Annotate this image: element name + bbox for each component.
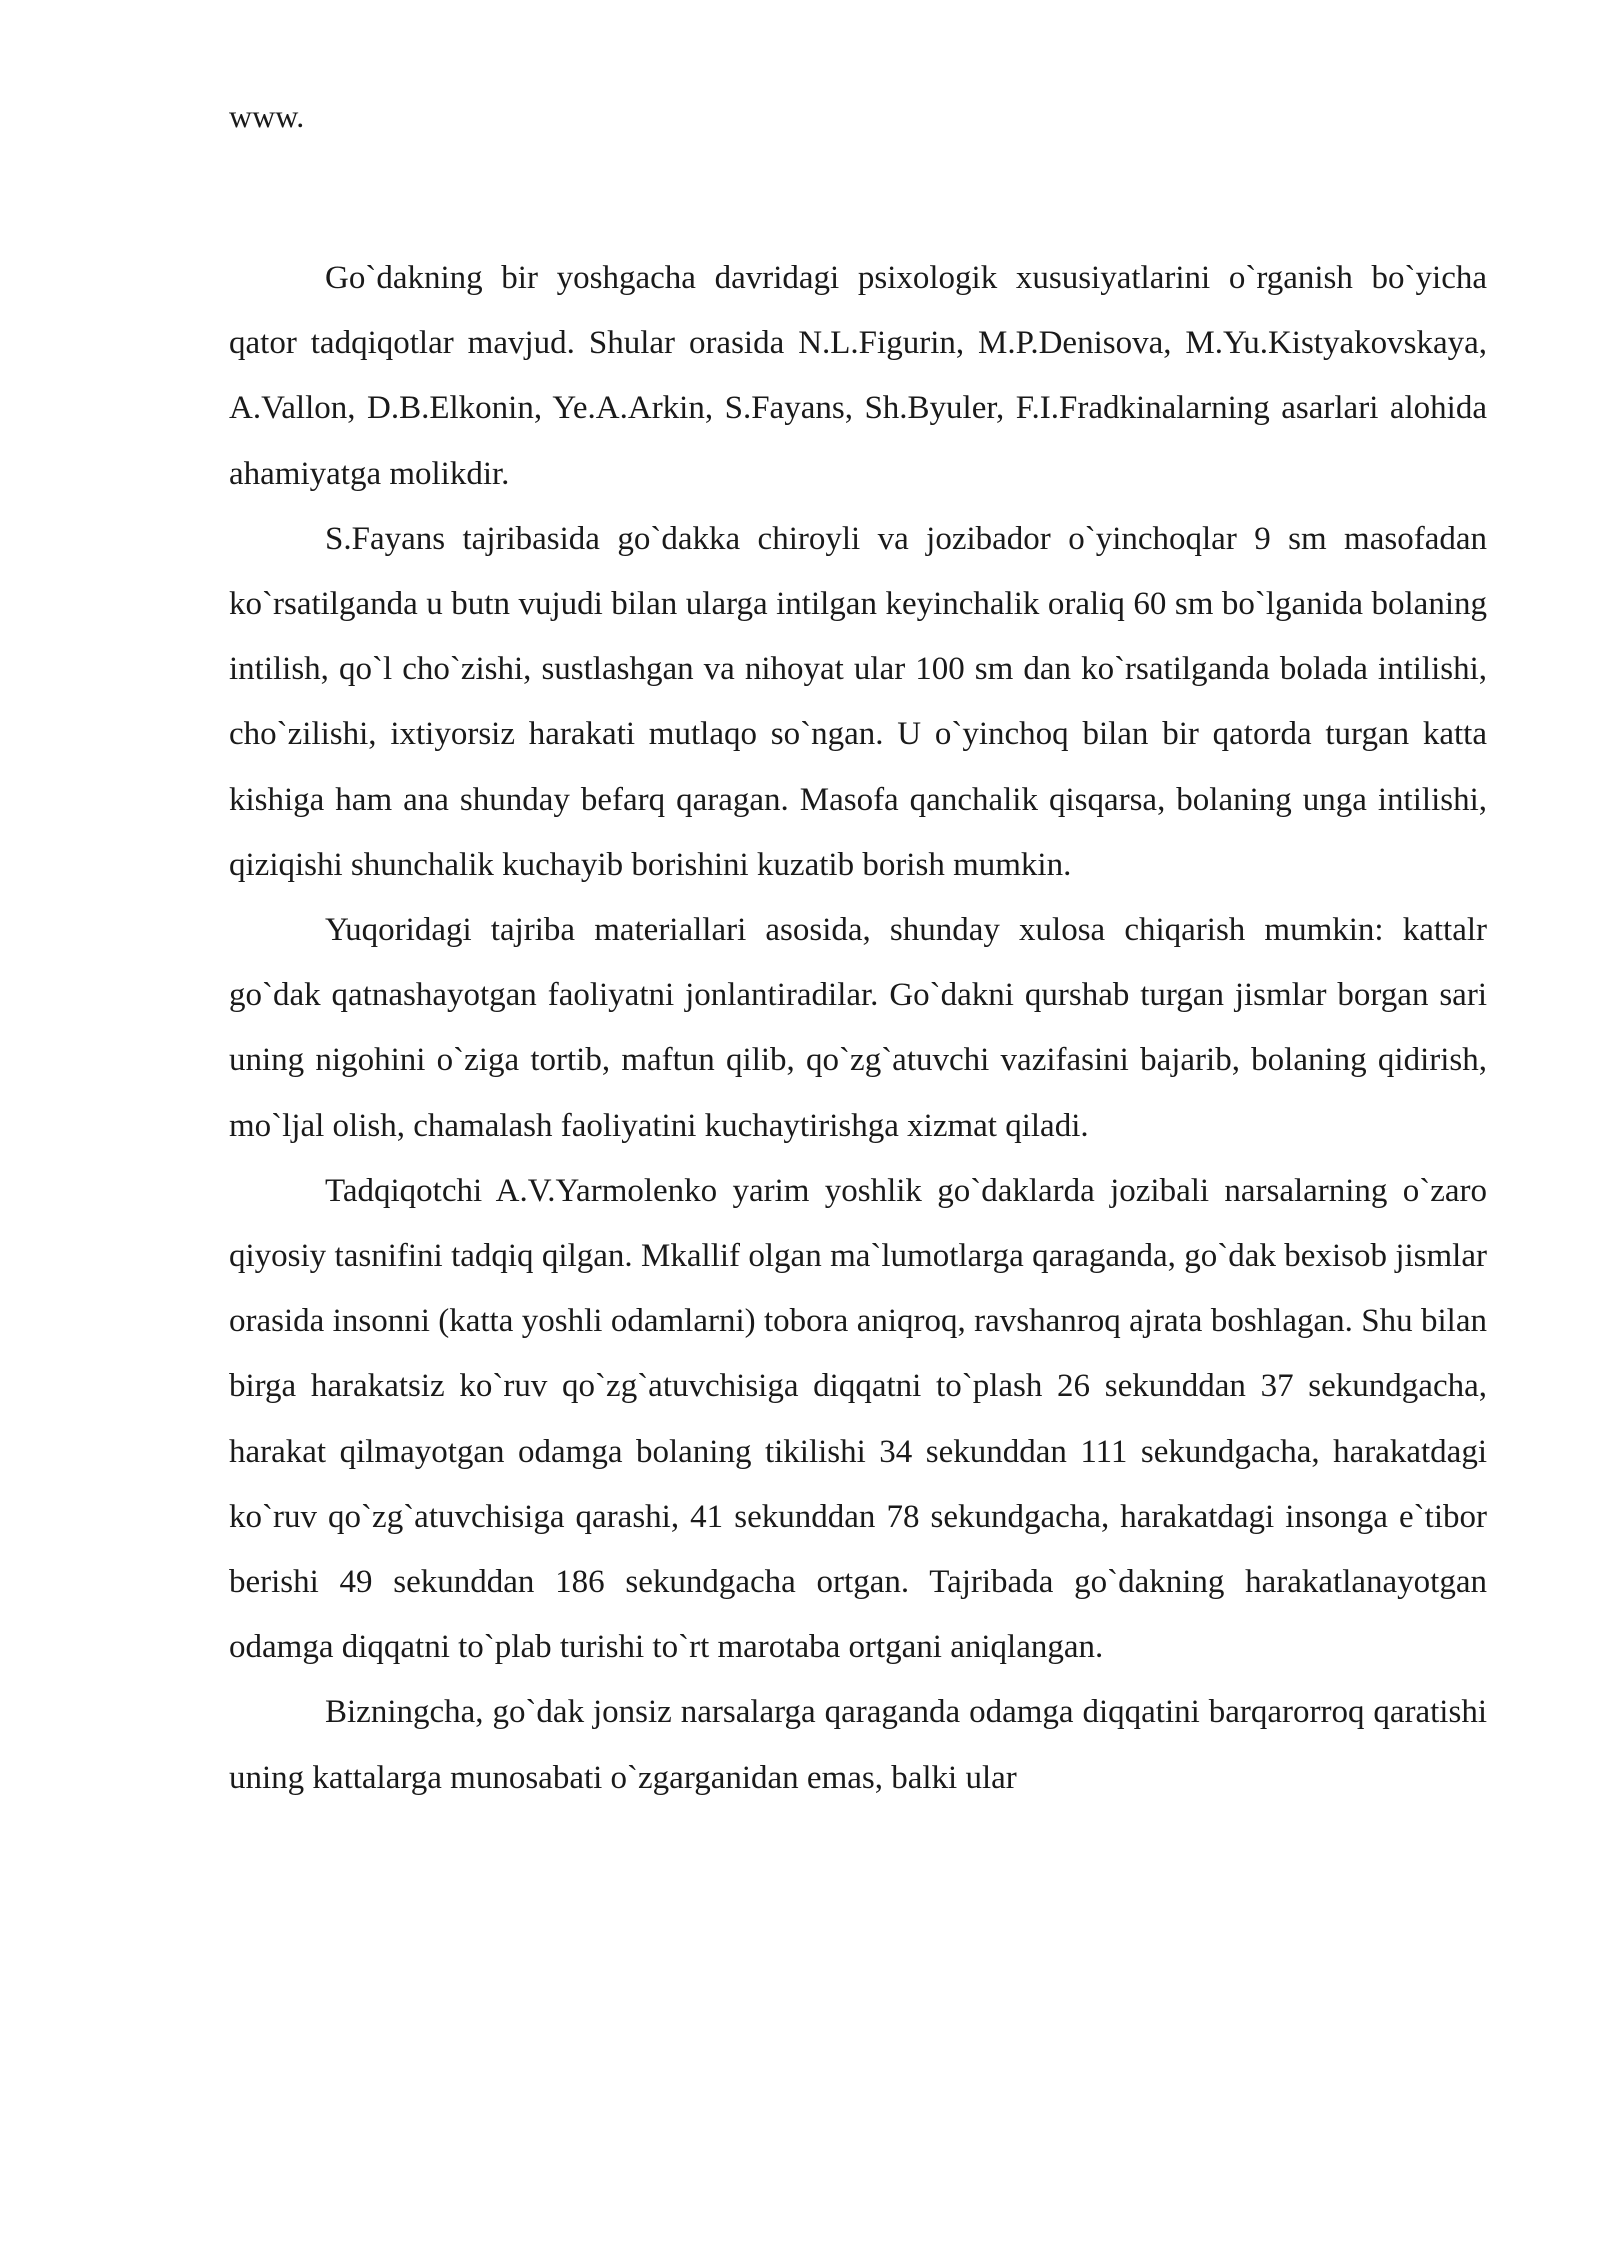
paragraph-5: Bizningcha, go`dak jonsiz narsalarga qaraganda odamga diqqatini barqarorroq qaratishi uning kattalarga munosabati o`zgarganidan emas, balki ular: [229, 1694, 1487, 1796]
paragraph-1: Go`dakning bir yoshgacha davridagi psixologik xususiyatlarini o`rganish bo`yicha qator tadqiqotlar mavjud. Shular orasida N.L.Figurin, M.P.Denisova, M.Yu.Kistyakovskaya, A.Vallon, D.B.Elkonin, Ye.A.Arkin, S.Fayans, Sh.Byuler, F.I.Fradkinalarning asarlari alohida ahamiyatga molikdir.: [229, 260, 1487, 492]
paragraph-3: Yuqoridagi tajriba materiallari asosida, shunday xulosa chiqarish mumkin: kattalr go`dak qatnashayotgan faoliyatni jonlantiradilar. Go`dakni qurshab turgan jismlar borgan sari uning nigohini o`ziga tortib, maftun qilib, qo`zg`atuvchi vazifasini bajarib, bolaning qidirish, mo`ljal olish, chamalash faoliyatini kuchaytirishga xizmat qiladi.: [229, 912, 1487, 1144]
paragraph-4: Tadqiqotchi A.V.Yarmolenko yarim yoshlik go`daklarda jozibali narsalarning o`zaro qiyosiy tasnifini tadqiq qilgan. Mkallif olgan ma`lumotlarga qaraganda, go`dak bexisob jismlar orasida insonni (katta yoshli odamlarni) tobora aniqroq, ravshanroq ajrata boshlagan. Shu bilan birga harakatsiz ko`ruv qo`zg`atuvchisiga diqqatni to`plash 26 sekunddan 37 sekundgacha, harakat qilmayotgan odamga bolaning tikilishi 34 sekunddan 111 sekundgacha, harakatdagi ko`ruv qo`zg`atuvchisiga qarashi, 41 sekunddan 78 sekundgacha, harakatdagi insonga e`tibor berishi 49 sekunddan 186 sekundgacha ortgan. Tajribada go`dakning harakatlanayotgan odamga diqqatni to`plab turishi to`rt marotaba ortgani aniqlangan.: [229, 1172, 1487, 1666]
page-header: www.: [229, 98, 305, 134]
document-body: [229, 246, 1487, 1811]
paragraph-2: S.Fayans tajribasida go`dakka chiroyli va jozibador o`yinchoqlar 9 sm masofadan ko`rsatilganda u butn vujudi bilan ularga intilgan keyinchalik oraliq 60 sm bo`lganida bolaning intilish, qo`l cho`zishi, sustlashgan va nihoyat ular 100 sm dan ko`rsatilganda bolada intilishi, cho`zilishi, ixtiyorsiz harakati mutlaqo so`ngan. U o`yinchoq bilan bir qatorda turgan katta kishiga ham ana shunday befarq qaragan. Masofa qanchalik qisqarsa, bolaning unga intilishi, qiziqishi shunchalik kuchayib borishini kuzatib borish mumkin.: [229, 520, 1487, 883]
